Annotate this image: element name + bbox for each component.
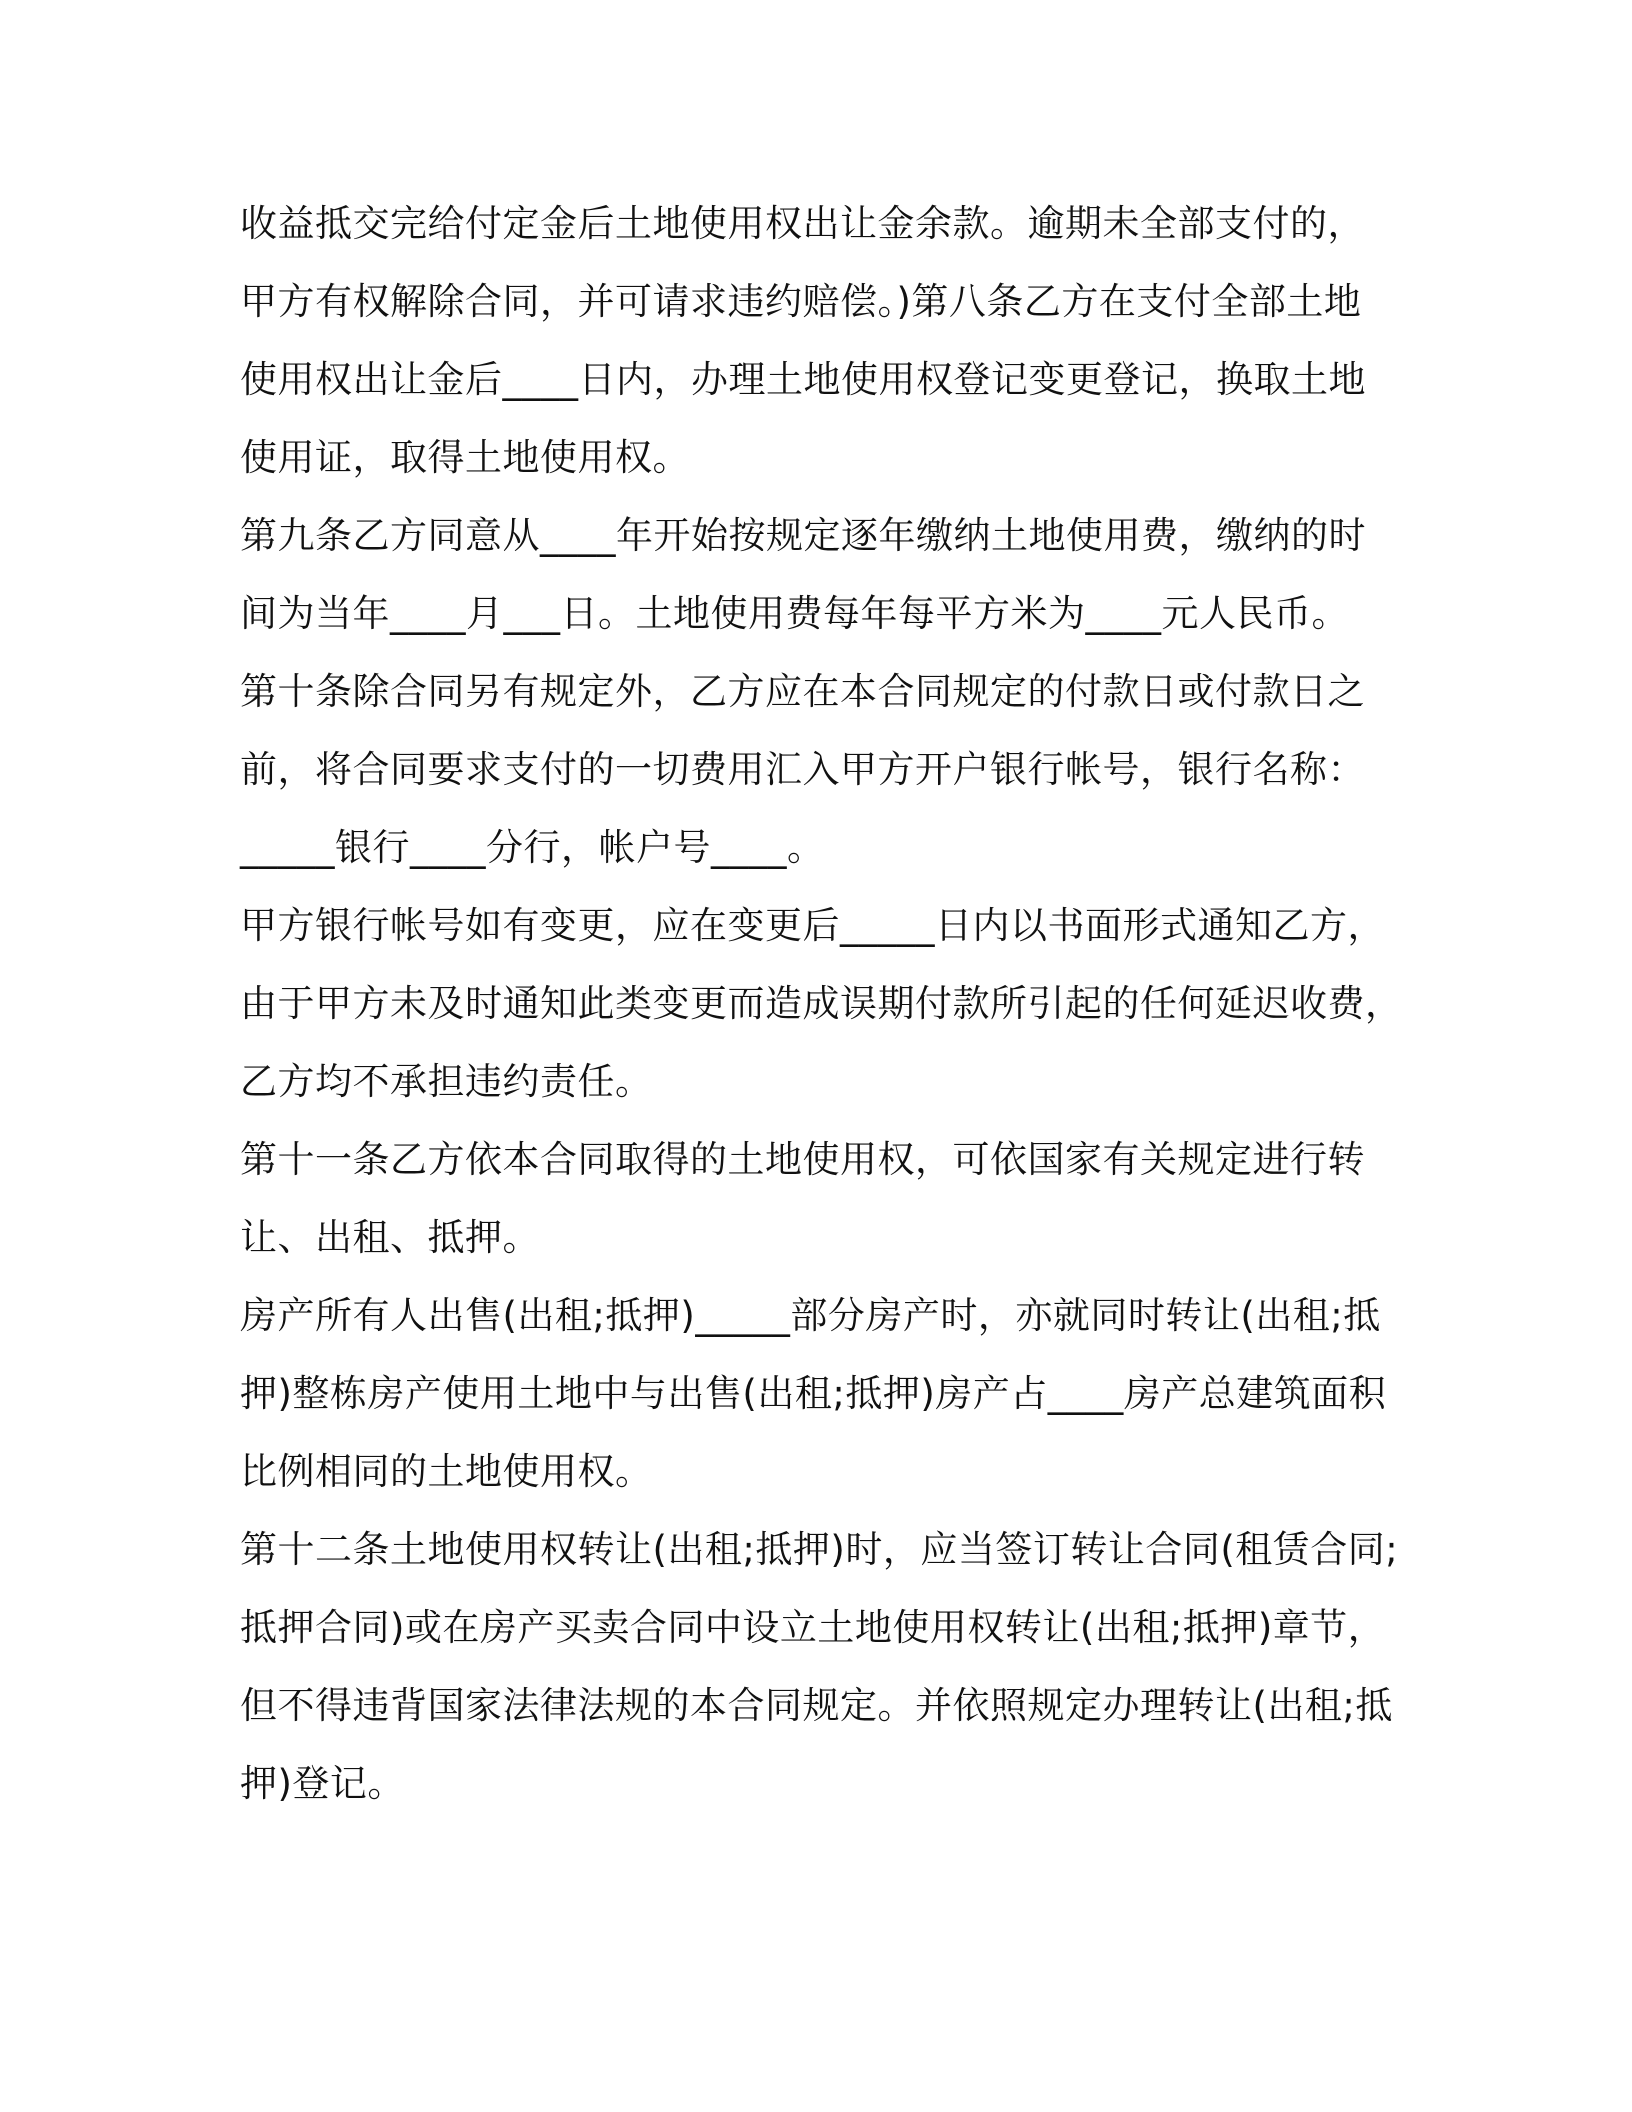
text-line: 押)整栋房产使用土地中与出售(出租;抵押)房产占____房产总建筑面积	[240, 1372, 1387, 1415]
text-line: 收益抵交完给付定金后土地使用权出让金余款。逾期未全部支付的，	[240, 202, 1365, 245]
text-line: 第十一条乙方依本合同取得的土地使用权，可依国家有关规定进行转	[240, 1138, 1365, 1181]
text-line: 乙方均不承担违约责任。	[240, 1060, 653, 1103]
text-line: 让、出租、抵押。	[240, 1216, 540, 1259]
text-line: 甲方有权解除合同，并可请求违约赔偿。)第八条乙方在支付全部土地	[240, 280, 1362, 323]
text-line: 抵押合同)或在房产买卖合同中设立土地使用权转让(出租;抵押)章节，	[240, 1606, 1386, 1649]
text-line: 使用权出让金后____日内，办理土地使用权登记变更登记，换取土地	[240, 358, 1366, 401]
text-line: 前，将合同要求支付的一切费用汇入甲方开户银行帐号，银行名称：	[240, 748, 1365, 791]
text-line: 第九条乙方同意从____年开始按规定逐年缴纳土地使用费，缴纳的时	[240, 514, 1366, 557]
document-body	[240, 185, 1403, 1823]
text-line: 由于甲方未及时通知此类变更而造成误期付款所引起的任何延迟收费，	[240, 982, 1403, 1025]
text-line: _____银行____分行，帐户号____。	[240, 826, 825, 869]
text-line: 房产所有人出售(出租;抵押)_____部分房产时，亦就同时转让(出租;抵	[240, 1294, 1381, 1337]
text-line: 使用证，取得土地使用权。	[240, 436, 690, 479]
text-line: 第十二条土地使用权转让(出租;抵押)时，应当签订转让合同(租赁合同;	[240, 1528, 1399, 1571]
text-line: 第十条除合同另有规定外，乙方应在本合同规定的付款日或付款日之	[240, 670, 1365, 713]
text-line: 比例相同的土地使用权。	[240, 1450, 653, 1493]
text-line: 间为当年____月___日。土地使用费每年每平方米为____元人民币。	[240, 592, 1349, 635]
text-line: 甲方银行帐号如有变更，应在变更后_____日内以书面形式通知乙方，	[240, 904, 1385, 947]
text-line: 但不得违背国家法律法规的本合同规定。并依照规定办理转让(出租;抵	[240, 1684, 1393, 1727]
text-line: 押)登记。	[240, 1762, 405, 1805]
